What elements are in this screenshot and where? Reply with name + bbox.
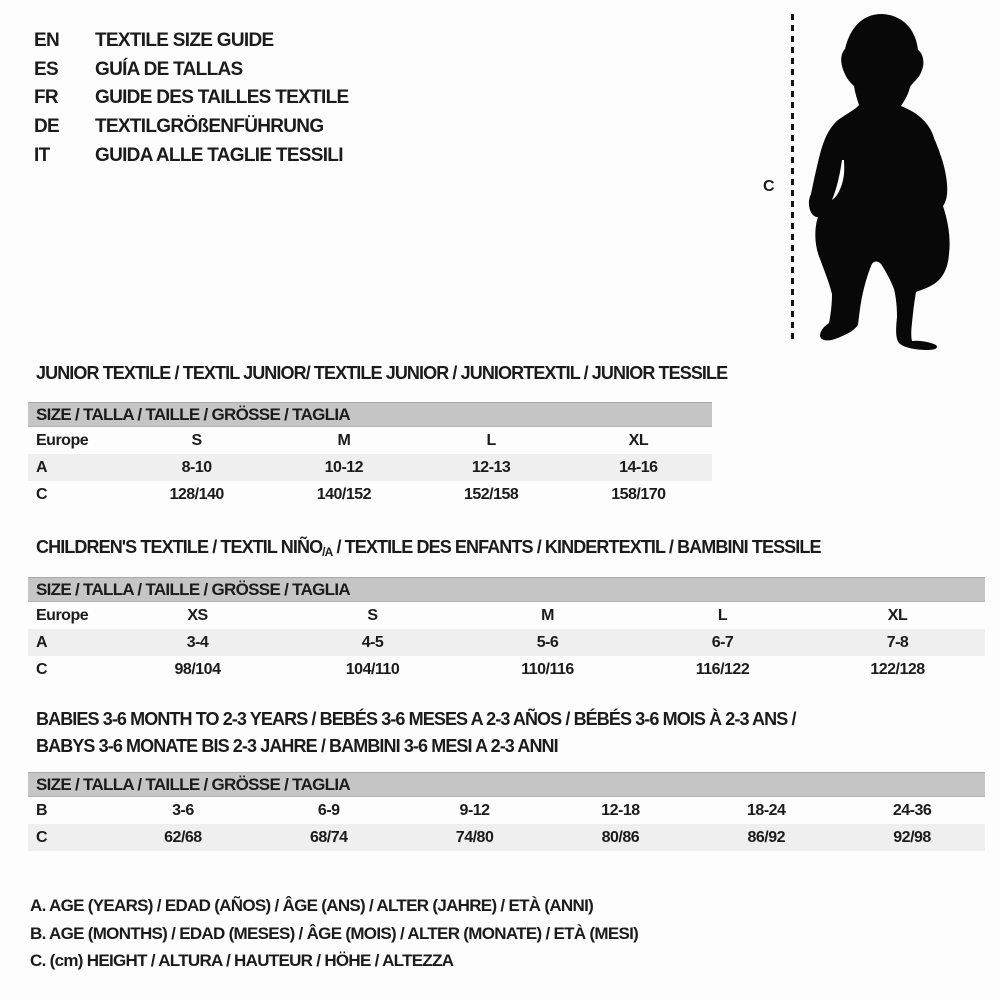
baby-silhouette-shape [809,14,950,350]
size-cell: 18-24 [747,801,786,819]
size-cell: 98/104 [174,660,221,678]
size-cell: 12-18 [601,801,640,819]
babies-size-table [28,772,985,851]
table-row-age [28,454,712,481]
size-cell: 92/98 [893,828,931,846]
size-header: SIZE / TALLA / TAILLE / GRÖSSE / TAGLIA [28,577,985,602]
size-cell: 3-4 [186,633,209,651]
size-cell: 14-16 [619,458,658,476]
height-marker-label: C [763,178,775,195]
language-title: GUIDE DES TAILLES TEXTILE [95,87,349,109]
language-title: TEXTILE SIZE GUIDE [95,30,274,52]
language-row-it [34,141,348,170]
junior-size-table [28,402,712,508]
language-title: TEXTILGRÖßENFÜHRUNG [95,116,324,138]
height-dotted-line [791,14,794,342]
footnote-a: A. AGE (YEARS) / EDAD (AÑOS) / ÂGE (ANS) / ALTER (JAHRE) / ETÀ (ANNI) [30,896,594,915]
row-label: B [36,801,48,819]
language-code: ES [34,58,58,80]
size-cell: 80/86 [601,828,640,846]
row-label: C [36,660,48,678]
size-cell: XS [187,606,208,624]
size-cell: 68/74 [309,828,348,846]
language-code: EN [34,30,59,52]
size-cell: XL [887,606,908,624]
size-cell: 116/122 [695,660,750,678]
language-row-en [34,27,348,56]
size-cell: L [717,606,728,624]
size-cell: 122/128 [870,660,925,678]
size-cell: 128/140 [169,485,224,503]
children-section-title [36,537,821,559]
table-row-europe [28,427,712,454]
babies-title-line2: BABYS 3-6 MONATE BIS 2-3 JAHRE / BAMBINI 3-6 MESI A 2-3 ANNI [36,736,558,756]
size-cell: 9-12 [459,801,490,819]
table-row-age-months [28,797,985,824]
junior-section-title: JUNIOR TEXTILE / TEXTIL JUNIOR/ TEXTILE JUNIOR / JUNIORTEXTIL / JUNIOR TESSILE [36,363,728,383]
size-cell: 7-8 [886,633,909,651]
size-cell: S [367,606,378,624]
table-row-height [28,481,712,508]
footnote-b: B. AGE (MONTHS) / EDAD (MESES) / ÂGE (MOIS) / ALTER (MONATE) / ETÀ (MESI) [30,923,639,943]
size-cell: 140/152 [316,485,372,503]
size-header: SIZE / TALLA / TAILLE / GRÖSSE / TAGLIA [28,772,985,797]
baby-silhouette-icon [798,8,960,350]
row-label: C [36,485,48,503]
children-title-suffix: / TEXTILE DES ENFANTS / KINDERTEXTIL / BAMBINI TESSILE [332,537,821,557]
language-title: GUIDA ALLE TAGLIE TESSILI [95,144,343,166]
row-label: C [36,828,48,846]
size-cell: S [191,431,202,449]
size-cell: XL [628,431,649,449]
children-title-prefix: CHILDREN'S TEXTILE / TEXTIL NIÑO [36,537,323,557]
language-row-es [34,56,348,85]
babies-section-title [36,706,796,760]
language-row-de [34,113,348,142]
children-title-subscript: /A [322,545,333,559]
size-cell: 86/92 [747,828,785,846]
size-cell: 6-9 [317,801,340,819]
size-cell: 6-7 [711,633,734,651]
size-cell: 62/68 [164,828,202,846]
size-cell: 3-6 [172,801,194,819]
table-row-height [28,656,985,683]
table-row-europe [28,602,985,629]
language-row-fr [34,84,348,113]
size-cell: 74/80 [455,828,494,846]
size-header: SIZE / TALLA / TAILLE / GRÖSSE / TAGLIA [28,402,712,427]
babies-title-line1: BABIES 3-6 MONTH TO 2-3 YEARS / BEBÉS 3-6 MESES A 2-3 AÑOS / BÉBÉS 3-6 MOIS À 2-3 ANS / [36,709,796,729]
size-cell: 12-13 [471,458,511,476]
size-cell: M [337,431,351,449]
size-cell: 104/110 [345,660,400,678]
language-code: IT [34,144,50,166]
children-size-table [28,577,985,683]
size-cell: 24-36 [892,801,932,819]
size-cell: 158/170 [611,485,666,503]
table-row-height [28,824,985,851]
size-cell: M [541,606,554,624]
size-cell: 10-12 [324,458,364,476]
size-cell: 8-10 [181,458,212,476]
row-label: Europe [36,431,89,449]
language-list [34,27,348,170]
size-cell: 152/158 [463,485,519,503]
language-title: GUÍA DE TALLAS [95,58,243,80]
footnote-c: C. (cm) HEIGHT / ALTURA / HAUTEUR / HÖHE / ALTEZZA [30,951,454,970]
size-cell: 5-6 [536,633,559,651]
row-label: A [36,458,48,476]
size-cell: L [486,431,496,449]
row-label: A [36,633,48,651]
language-code: FR [34,87,58,109]
size-cell: 110/116 [521,660,574,678]
language-code: DE [34,116,59,138]
size-cell: 4-5 [361,633,384,651]
footnotes [30,892,638,975]
table-row-age [28,629,985,656]
row-label: Europe [36,606,89,624]
